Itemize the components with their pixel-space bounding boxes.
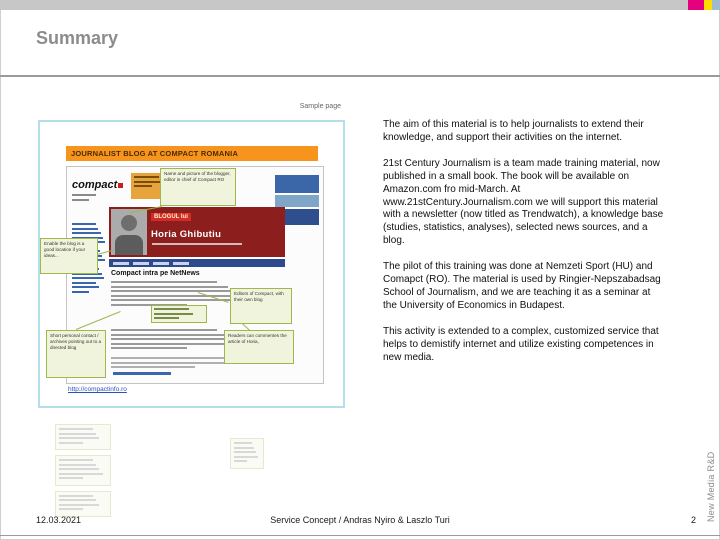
faded-callout: [55, 455, 111, 486]
faded-callout-group: [230, 438, 264, 474]
footer-page-number: 2: [690, 515, 696, 525]
title-divider: [0, 75, 720, 77]
callout-readers: Readers can commentes the article of Horia,: [224, 330, 294, 364]
compact-logo: compact: [72, 179, 123, 191]
faded-callout: [230, 438, 264, 469]
body-text-column: [383, 119, 667, 378]
top-bar: [0, 0, 688, 10]
blog-header-banner: [109, 207, 285, 257]
brand-square-yellow: [704, 0, 712, 10]
right-banner-2: [275, 195, 319, 207]
callout-editors: Editors of Compact, with their own blog: [230, 288, 292, 324]
callout-blogger: Name and picture of the blogger, editor in chief of Compact RO: [160, 168, 236, 206]
nav-item-placeholder: [173, 262, 189, 265]
logo-subtext-placeholder: [72, 194, 106, 203]
brand-square-magenta: [688, 0, 704, 10]
brand-square-blue: [712, 0, 720, 10]
footer-credits: Service Concept / Andras Nyiro & Laszlo Turi: [270, 515, 450, 525]
mini-callout: [151, 305, 207, 323]
paragraph-activity: This activity is extended to a complex, customized service that helps to demistify internet and utilize existing competences in new media.: [383, 325, 659, 363]
paragraph-training-material: 21st Century Journalism is a team made training material, now published in a small book. The book will be available on Amazon.com fro mid-March. At www.21stCentury.Journalism.com we will support this material with a newsletter (now titled as Trendwatch), a knowledge base (studies, statistics, analyses), selected news sources, and a blog.: [383, 157, 664, 247]
faded-callout-group: [55, 424, 111, 522]
paragraph-pilot: The pilot of this training was done at Nemzeti Sport (HU) and Comapct (RO). The material is used by Ringier-Nepszabadsag School of Journalism, and we are teaching it as a seminar at the University of Economics in Budapest.: [383, 261, 661, 311]
blog-author-name: Horia Ghibutiu: [151, 229, 222, 240]
footer-divider: [0, 535, 720, 536]
webpage-screenshot: [38, 120, 345, 408]
blogger-photo: [111, 209, 147, 255]
nav-item-placeholder: [113, 262, 129, 265]
source-url-link[interactable]: http://compactinfo.ro: [68, 386, 127, 393]
inline-link-placeholder: [113, 372, 171, 375]
site-navigation-strip: [109, 259, 285, 267]
right-banner-1: [275, 175, 319, 193]
logo-red-square: [118, 183, 123, 188]
footer-date: 12.03.2021: [36, 515, 82, 525]
nav-item-placeholder: [133, 262, 149, 265]
faded-callout: [55, 424, 111, 450]
slide-title: Summary: [36, 28, 119, 48]
paragraph-aim: The aim of this material is to help journalists to extend their knowledge, and support their activities on the internet.: [383, 119, 644, 143]
blog-author-subline: [152, 243, 242, 245]
side-label-new-media: New Media R&D: [706, 451, 716, 522]
faded-callout: [55, 491, 111, 517]
nav-item-placeholder: [153, 262, 169, 265]
sample-page-caption: Sample page: [299, 103, 341, 110]
callout-contact: Short personal contact / archives pointing out to a directed blog: [46, 330, 106, 378]
blog-banner: JOURNALIST BLOG AT COMPACT ROMANIA: [66, 146, 318, 161]
blog-label: BLOGUL lui: [151, 213, 191, 221]
article-heading: Compact intra pe NetNews: [111, 270, 200, 277]
callout-placement: Enable the blog is a good location if your ideas...: [40, 238, 98, 274]
